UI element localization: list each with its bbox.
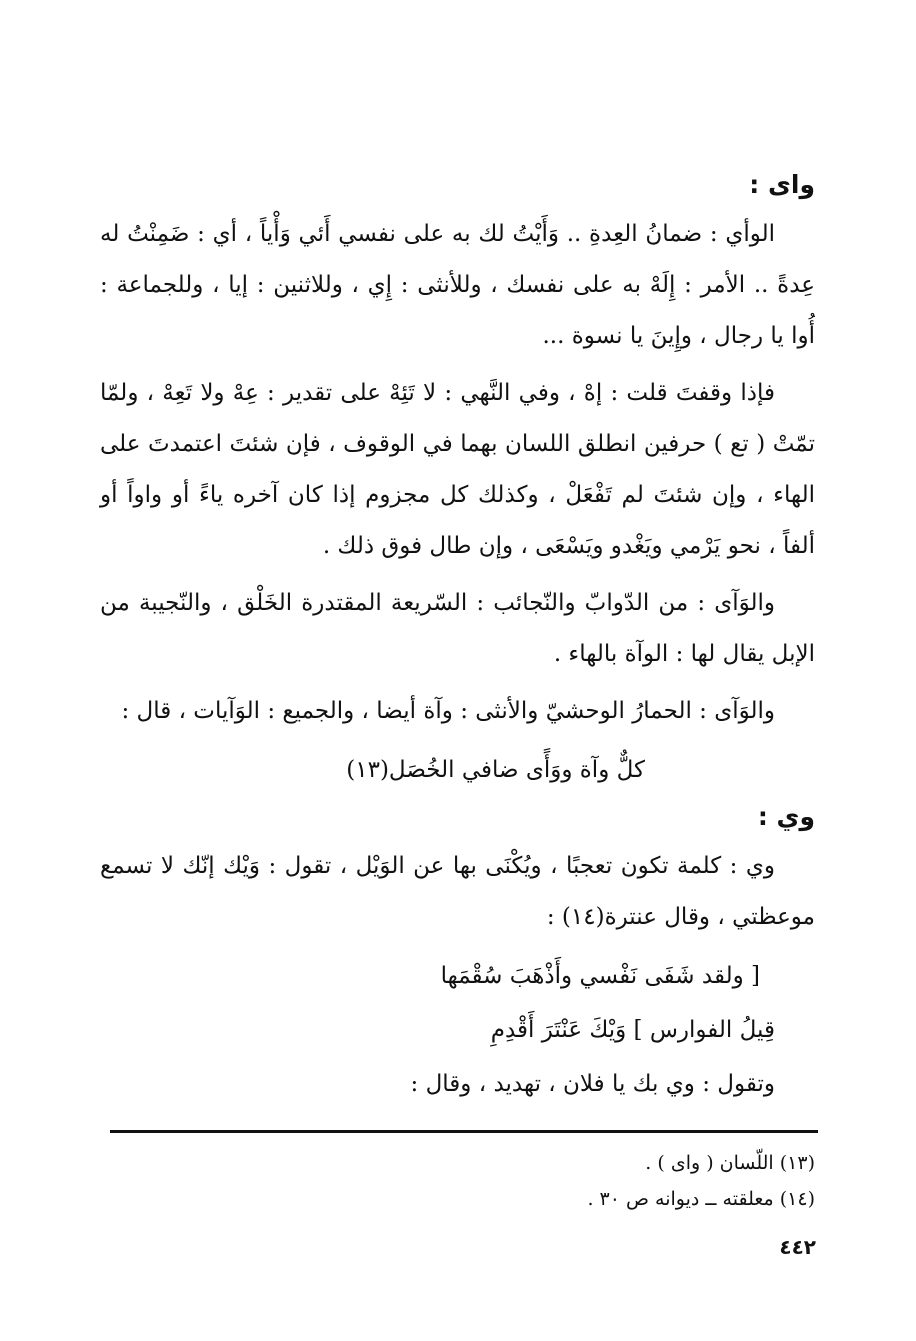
page-body (100, 165, 815, 1111)
footnote-divider (110, 1130, 818, 1133)
paragraph-wai-waqf: فإذا وقفتَ قلت : إهْ ، وفي النَّهي : لا تَئِهْ على تقدير : عِهْ ولا تَعِهْ ، ولمّا تمّتْ ( تع ) حرفين انطلق اللسان بهما في الوقوف ، فإن شئتَ اعتمدتَ على الهاء ، وإن شئتَ لم تَفْعَلْ ، وكذلك كل مجزوم إذا كان آخره ياءً أو واواً أو ألفاً ، نحو يَرْمي ويَغْدو ويَسْعَى ، وإن طال فوق ذلك . (100, 380, 815, 559)
page-number: ٤٤٢ (779, 1235, 816, 1259)
paragraph-wai-definition: الوأي : ضمانُ العِدةِ .. وَأَيْتُ لك به على نفسي أَئي وَأْياً ، أي : ضَمِنْتُ له عِدةً .. الأمر : إِلَهْ به على نفسك ، وللأنثى : إِي ، وللاثنين : إيا ، وللجماعة : أُوا يا رجال ، وإِينَ يا نسوة ... (100, 221, 815, 349)
footnote-13: (١٣) اللّسان ( واى ) . (645, 1152, 815, 1174)
verse-line-wai: كلٌّ وآة ووَأًى ضافي الخُصَل(١٣) (346, 757, 645, 783)
paragraph-wi-tail: وتقول : وي بك يا فلان ، تهديد ، وقال : (410, 1071, 775, 1097)
verse-line-antara-1: [ ولقد شَفَى نَفْسي وأَذْهَبَ سُقْمَها (440, 963, 760, 989)
paragraph-wai-dawab: والوَآى : من الدّوابّ والنّجائب : السّريعة المقتدرة الخَلْق ، والنّجيبة من الإبل يقال لها : الوآة بالهاء . (100, 590, 815, 667)
footnotes (100, 1145, 815, 1217)
footnote-14: (١٤) معلقته ــ ديوانه ص ٣٠ . (587, 1188, 815, 1210)
entry-heading-wai: واى : (749, 170, 815, 199)
paragraph-wai-himar: والوَآى : الحمارُ الوحشيّ والأنثى : وآة أيضا ، والجميع : الوَآيات ، قال : (121, 698, 775, 724)
paragraph-wi-definition: وي : كلمة تكون تعجبًا ، ويُكْنَى بها عن الوَيْل ، تقول : وَيْك إنّك لا تسمع موعظتي ، وقال عنترة(١٤) : (100, 853, 815, 930)
entry-heading-wi: وي : (757, 802, 815, 831)
verse-line-antara-2: قِيلُ الفوارس ] وَيْكَ عَنْتَرَ أَقْدِمِ (490, 1017, 775, 1043)
